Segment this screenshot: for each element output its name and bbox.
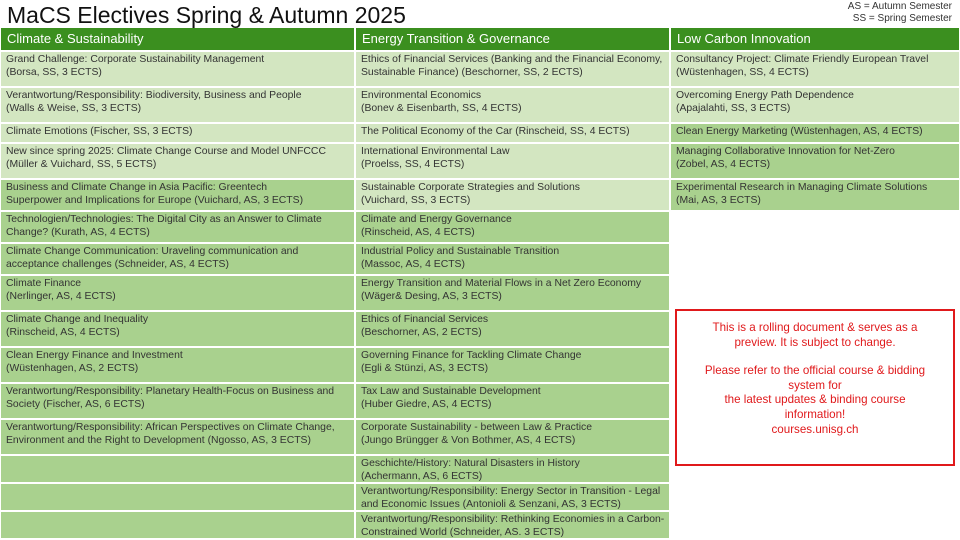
course-details: Sustainable Finance) (Beschorner, SS, 2 ECTS) (361, 67, 583, 78)
course-title: Climate Finance (6, 278, 82, 289)
course-title: Ethics of Financial Services (361, 314, 489, 325)
notice-line: Please refer to the official course & bidding (704, 364, 926, 378)
disclaimer-notice (675, 309, 955, 466)
course-title: Ethics of Financial Services (Banking and the Financial Economy, (361, 54, 663, 65)
course-details: (Huber Giedre, AS, 4 ECTS) (361, 399, 492, 410)
course-cell (356, 180, 669, 210)
semester-legend (848, 1, 952, 25)
course-title: Climate and Energy Governance (361, 214, 512, 225)
course-cell (356, 312, 669, 346)
course-cell (356, 420, 669, 454)
course-title: Managing Collaborative Innovation for Net-Zero (676, 146, 895, 157)
course-title: Business and Climate Change in Asia Pacific: Greentech (6, 182, 268, 193)
course-cell (1, 456, 354, 482)
course-details: (Apajalahti, SS, 3 ECTS) (676, 103, 791, 114)
course-title: Energy Transition and Material Flows in a Net Zero Economy (361, 278, 642, 289)
course-title: Sustainable Corporate Strategies and Solutions (361, 182, 580, 193)
course-title: Verantwortung/Responsibility: Biodiversity, Business and People (6, 90, 302, 101)
course-details: (Jungo Brüngger & Von Bothmer, AS, 4 ECTS) (361, 435, 576, 446)
course-details: Constrained World (Schneider, AS. 3 ECTS) (361, 527, 565, 538)
course-cell (1, 180, 354, 210)
course-title: Climate Emotions (Fischer, SS, 3 ECTS) (6, 126, 193, 137)
course-cell (1, 52, 354, 86)
course-details: (Borsa, SS, 3 ECTS) (6, 67, 102, 78)
course-title: Grand Challenge: Corporate Sustainability Management (6, 54, 265, 65)
course-details: (Achermann, AS, 6 ECTS) (361, 471, 483, 482)
notice-line: information! (784, 407, 846, 421)
course-details: (Mai, AS, 3 ECTS) (676, 195, 761, 206)
column-header: Low Carbon Innovation (671, 28, 959, 50)
column-header: Energy Transition & Governance (356, 28, 669, 50)
course-details: (Nerlinger, AS, 4 ECTS) (6, 291, 116, 302)
course-cell (356, 124, 669, 142)
course-details: (Wüstenhagen, SS, 4 ECTS) (676, 67, 809, 78)
course-cell (1, 88, 354, 122)
course-details: Society (Fischer, AS, 6 ECTS) (6, 399, 145, 410)
course-title: Climate Change Communication: Uraveling communication and (6, 246, 299, 257)
course-cell (356, 212, 669, 242)
course-title: Verantwortung/Responsibility: Rethinking Economies in a Carbon- (361, 514, 665, 525)
course-cell (1, 144, 354, 178)
course-details: Superpower and Implications for Europe (Vuichard, AS, 3 ECTS) (6, 195, 304, 206)
course-cell (356, 244, 669, 274)
course-title: Governing Finance for Tackling Climate Change (361, 350, 582, 361)
course-title: Environmental Economics (361, 90, 482, 101)
course-cell (671, 88, 959, 122)
course-title: Experimental Research in Managing Climate Solutions (676, 182, 928, 193)
course-details: (Wüstenhagen, AS, 2 ECTS) (6, 363, 139, 374)
course-details: acceptance challenges (Schneider, AS, 4 ECTS) (6, 259, 229, 270)
course-details: (Beschorner, AS, 2 ECTS) (361, 327, 482, 338)
page-title: MaCS Electives Spring & Autumn 2025 (7, 2, 406, 28)
course-title: The Political Economy of the Car (Rinscheid, SS, 4 ECTS) (361, 126, 630, 137)
course-details: (Rinscheid, AS, 4 ECTS) (361, 227, 475, 238)
course-details: (Wäger& Desing, AS, 3 ECTS) (361, 291, 502, 302)
legend-autumn: AS = Autumn Semester (847, 1, 952, 12)
course-details: Environment and the Right to Development (Ngosso, AS, 3 ECTS) (6, 435, 311, 446)
course-title: Corporate Sustainability - between Law & Practice (361, 422, 593, 433)
course-details: (Rinscheid, AS, 4 ECTS) (6, 327, 120, 338)
course-cell (356, 484, 669, 510)
legend-spring: SS = Spring Semester (852, 13, 952, 24)
course-cell (1, 276, 354, 310)
course-cell (1, 512, 354, 538)
course-details: (Massoc, AS, 4 ECTS) (361, 259, 465, 270)
course-cell (1, 420, 354, 454)
course-cell (356, 348, 669, 382)
course-title: Climate Change and Inequality (6, 314, 149, 325)
course-details: (Vuichard, SS, 3 ECTS) (361, 195, 471, 206)
course-cell (671, 124, 959, 142)
course-title: Overcoming Energy Path Dependence (676, 90, 854, 101)
course-details: (Zobel, AS, 4 ECTS) (676, 159, 771, 170)
course-cell (671, 144, 959, 178)
course-details: (Proelss, SS, 4 ECTS) (361, 159, 465, 170)
course-cell (1, 212, 354, 242)
course-title: Technologien/Technologies: The Digital City as an Answer to Climate (6, 214, 322, 225)
course-cell (356, 384, 669, 418)
column-header: Climate & Sustainability (1, 28, 354, 50)
course-cell (1, 384, 354, 418)
course-cell (671, 180, 959, 210)
course-cell (356, 512, 669, 538)
course-cell (1, 484, 354, 510)
course-title: Clean Energy Marketing (Wüstenhagen, AS, 4 ECTS) (676, 126, 923, 137)
course-cell (1, 312, 354, 346)
course-cell (356, 52, 669, 86)
course-cell (671, 52, 959, 86)
course-title: Industrial Policy and Sustainable Transition (361, 246, 560, 257)
course-details: Change? (Kurath, AS, 4 ECTS) (6, 227, 150, 238)
course-title: Consultancy Project: Climate Friendly European Travel (676, 54, 929, 65)
course-cell (356, 144, 669, 178)
course-cell (356, 456, 669, 482)
course-title: Verantwortung/Responsibility: African Perspectives on Climate Change, (6, 422, 335, 433)
course-details: (Bonev & Eisenbarth, SS, 4 ECTS) (361, 103, 522, 114)
course-title: International Environmental Law (361, 146, 510, 157)
course-cell (1, 348, 354, 382)
notice-line: This is a rolling document & serves as a (712, 321, 918, 334)
notice-line: the latest updates & binding course (724, 393, 906, 407)
course-title: Verantwortung/Responsibility: Energy Sector in Transition - Legal (361, 486, 661, 497)
course-title: Geschichte/History: Natural Disasters in History (361, 458, 580, 469)
course-details: (Walls & Weise, SS, 3 ECTS) (6, 103, 142, 114)
course-title: Verantwortung/Responsibility: Planetary Health-Focus on Business and (6, 386, 335, 397)
course-title: Clean Energy Finance and Investment (6, 350, 183, 361)
course-details: (Egli & Stünzi, AS, 3 ECTS) (361, 363, 489, 374)
course-cell (356, 276, 669, 310)
notice-link[interactable]: courses.unisg.ch (771, 422, 859, 436)
course-details: (Müller & Vuichard, SS, 5 ECTS) (6, 159, 157, 170)
course-title: New since spring 2025: Climate Change Course and Model UNFCCC (6, 146, 326, 157)
course-title: Tax Law and Sustainable Development (361, 386, 541, 397)
course-details: and Economic Issues (Antonioli & Senzani, AS, 3 ECTS) (361, 499, 621, 510)
course-cell (1, 244, 354, 274)
course-cell (356, 88, 669, 122)
notice-line: system for (788, 378, 842, 392)
notice-line: preview. It is subject to change. (734, 335, 896, 349)
course-cell (1, 124, 354, 142)
